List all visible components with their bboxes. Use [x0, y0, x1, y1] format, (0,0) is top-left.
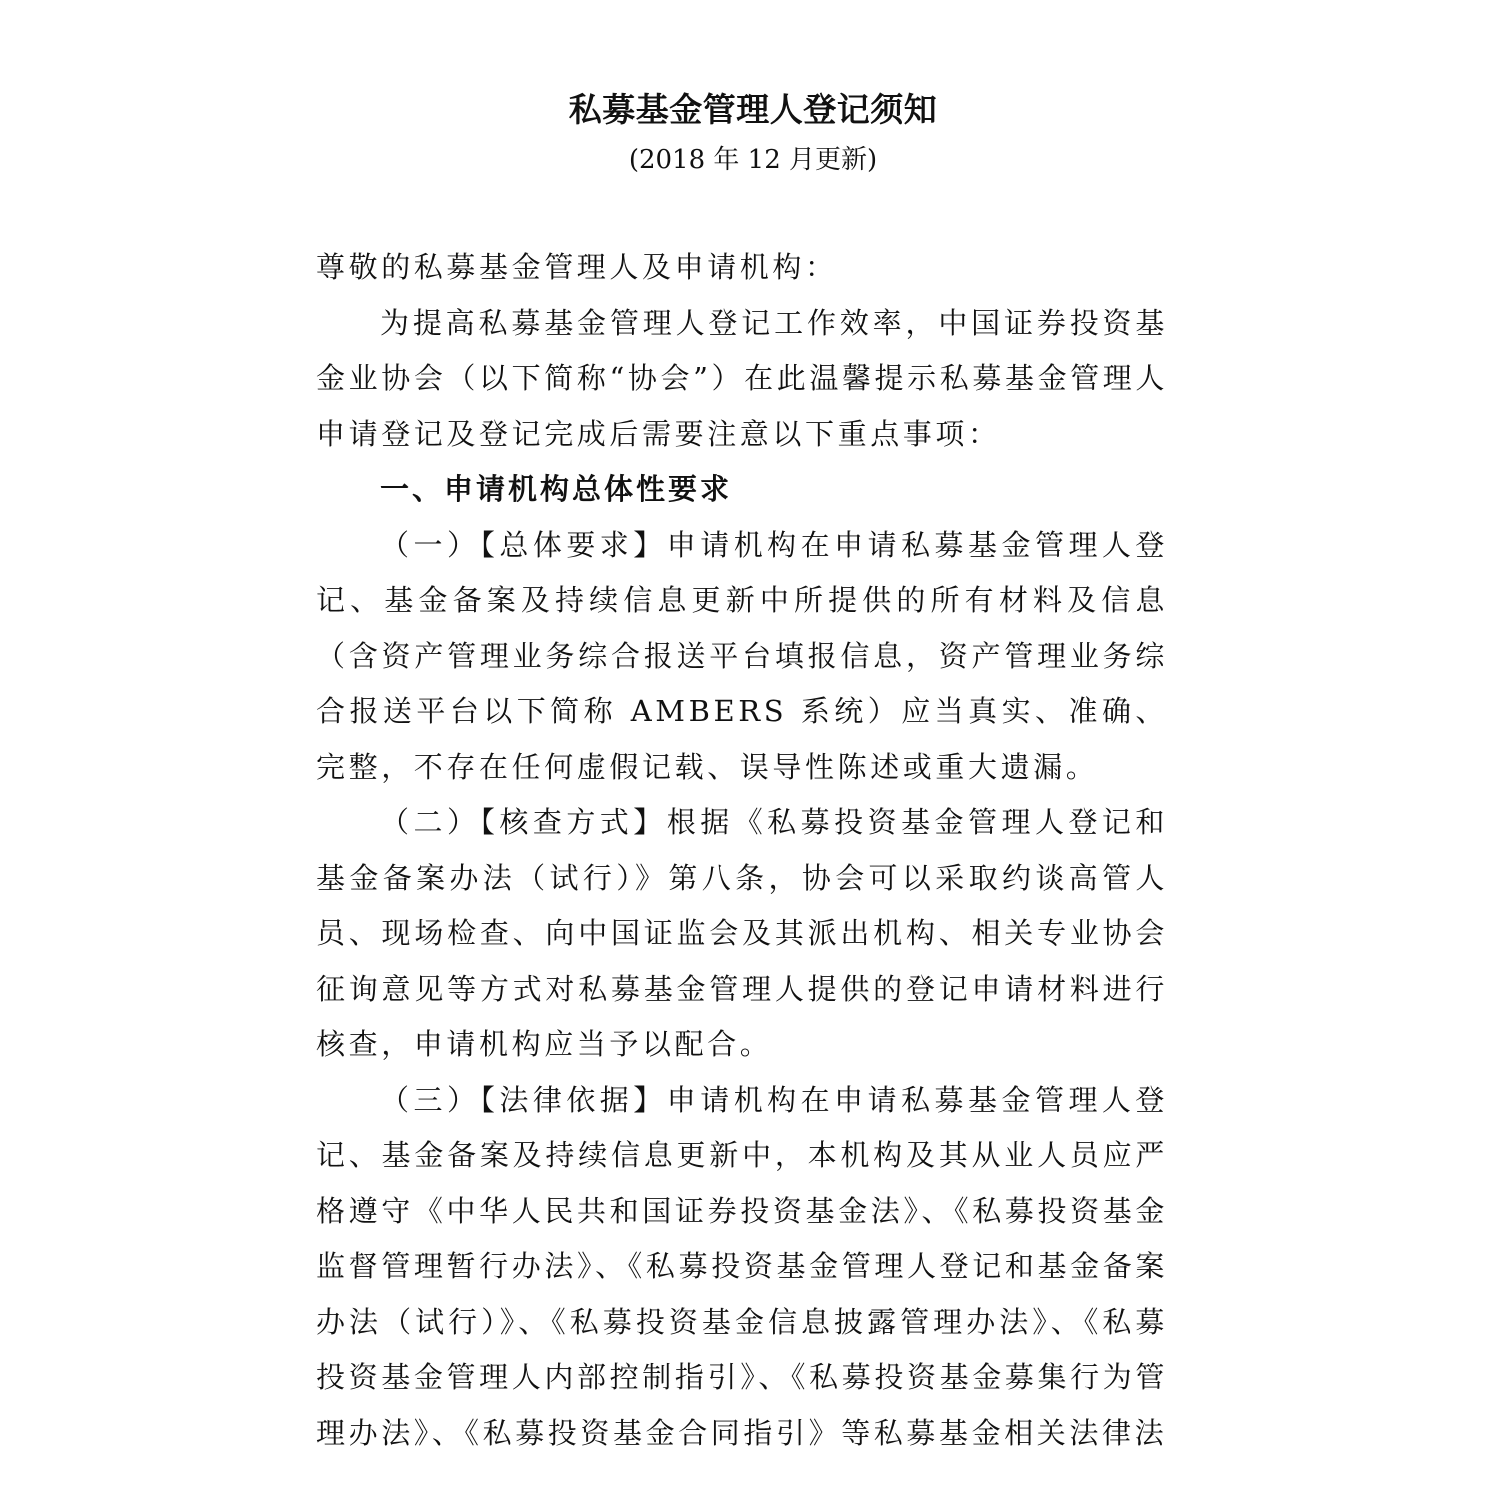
document-title: 私募基金管理人登记须知 — [568, 90, 938, 129]
section-heading-1: 一、申请机构总体性要求 — [380, 472, 733, 506]
salutation: 尊敬的私募基金管理人及申请机构： — [316, 250, 838, 284]
item-paragraph-2 — [316, 795, 1168, 1073]
document-page — [316, 80, 1168, 1461]
item-label-1: （一）【总体要求】 — [380, 527, 667, 562]
item-text-1: 申请机构在申请私募基金管理人登记、基金备案及持续信息更新中所提供的所有材料及信息（含资产管理业务综合报送平台填报信息，资产管理业务综合报送平台以下简称 AMBERS 系统）应当真实、准确、完整，不存在任何虚假记载、误导性陈述或重大遗漏。 — [316, 527, 1168, 784]
item-paragraph-1 — [316, 518, 1168, 796]
item-text-2: 根据《私募投资基金管理人登记和基金备案办法（试行）》第八条，协会可以采取约谈高管人员、现场检查、向中国证监会及其派出机构、相关专业协会征询意见等方式对私募基金管理人提供的登记申请材料进行核查，申请机构应当予以配合。 — [316, 805, 1168, 1061]
item-label-2: （二）【核查方式】 — [380, 805, 667, 839]
item-label-3: （三）【法律依据】 — [380, 1082, 667, 1117]
intro-paragraph: 为提高私募基金管理人登记工作效率，中国证券投资基金业协会（以下简称“协会”）在此温馨提示私募基金管理人申请登记及登记完成后需要注意以下重点事项： — [316, 305, 1168, 451]
item-text-3: 申请机构在申请私募基金管理人登记、基金备案及持续信息更新中，本机构及其从业人员应严格遵守《中华人民共和国证券投资基金法》、《私募投资基金监督管理暂行办法》、《私募投资基金管理人登记和基金备案办法（试行）》、《私募投资基金信息披露管理办法》、《私募投资基金管理人内部控制指引》、《私募投资基金募集行为管理办法》、《私募投资基金合同指引》等私募基金相关法律法 — [316, 1082, 1168, 1450]
document-subtitle: (2018 年 12 月更新) — [628, 145, 878, 175]
item-paragraph-3 — [316, 1073, 1168, 1462]
